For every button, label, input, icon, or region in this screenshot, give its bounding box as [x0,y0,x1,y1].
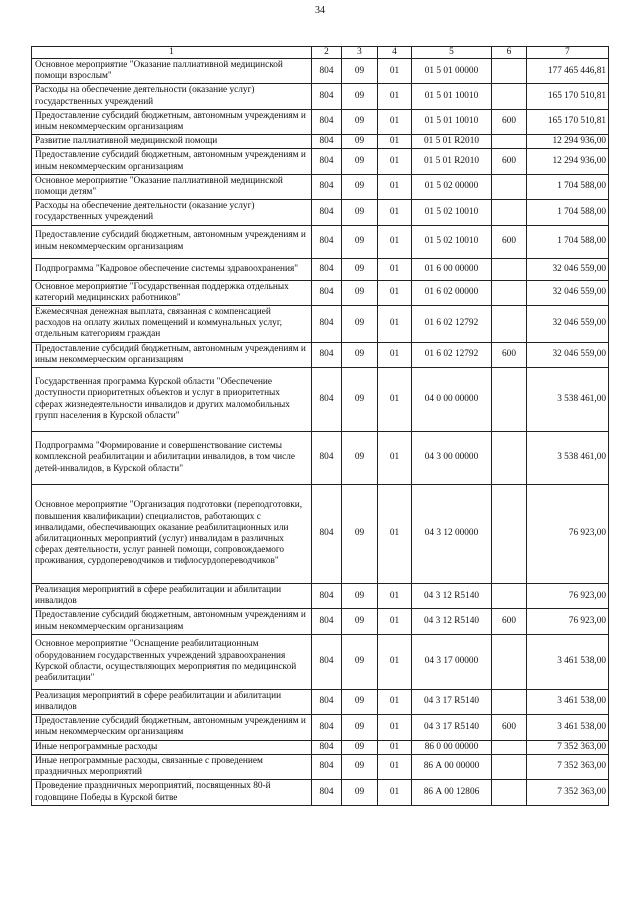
row-code-4: 01 [378,780,412,805]
row-target-code: 01 5 01 10010 [412,109,492,134]
row-name: Основное мероприятие "Организация подготовки (переподготовки, повышения квалификации) специалистов, работающих с инвалидами, обеспечивающих оказание реабилитационных или абилитационных мероприятий (услуг) инвалидам в различных сферах деятельности, услуг ранней помощи, сопровождаемого проживания, сурдопереводчиков и тифлосурдопереводчиков" [32,485,312,584]
header-col-7: 7 [527,47,609,59]
table-row [32,174,609,199]
row-amount: 165 170 510,81 [527,84,609,109]
row-name: Предоставление субсидий бюджетным, автономным учреждениям и иным некоммерческим организациям [32,715,312,740]
row-expense-type [492,634,527,689]
row-code-2: 804 [312,754,342,779]
row-amount: 1 704 588,00 [527,200,609,225]
header-col-1: 1 [32,47,312,59]
row-code-2: 804 [312,59,342,84]
row-target-code: 01 6 00 00000 [412,258,492,280]
row-code-3: 09 [342,149,378,174]
row-code-4: 01 [378,200,412,225]
row-code-4: 01 [378,149,412,174]
row-code-3: 09 [342,740,378,754]
row-name: Расходы на обеспечение деятельности (оказание услуг) государственных учреждений [32,84,312,109]
row-code-4: 01 [378,135,412,149]
row-code-4: 01 [378,689,412,714]
row-amount: 1 704 588,00 [527,225,609,258]
row-amount: 3 461 538,00 [527,715,609,740]
row-target-code: 01 5 02 10010 [412,200,492,225]
header-col-4: 4 [378,47,412,59]
row-code-3: 09 [342,754,378,779]
row-code-4: 01 [378,584,412,609]
row-code-4: 01 [378,432,412,485]
header-col-5: 5 [412,47,492,59]
table-row [32,342,609,367]
row-code-3: 09 [342,84,378,109]
row-name: Развитие паллиативной медицинской помощи [32,135,312,149]
row-amount: 3 461 538,00 [527,634,609,689]
table-row [32,740,609,754]
table-row [32,280,609,305]
row-code-3: 09 [342,780,378,805]
row-code-3: 09 [342,609,378,634]
row-target-code: 86 0 00 00000 [412,740,492,754]
row-code-2: 804 [312,225,342,258]
row-name: Ежемесячная денежная выплата, связанная с компенсацией расходов на оплату жилых помещений и коммунальных услуг, отдельным категориям граждан [32,306,312,343]
row-code-3: 09 [342,280,378,305]
header-col-6: 6 [492,47,527,59]
row-name: Основное мероприятие "Оказание паллиативной медицинской помощи взрослым" [32,59,312,84]
row-code-2: 804 [312,432,342,485]
row-expense-type [492,368,527,432]
row-target-code: 86 А 00 00000 [412,754,492,779]
row-target-code: 01 5 02 00000 [412,174,492,199]
row-code-2: 804 [312,280,342,305]
table-row [32,432,609,485]
row-code-4: 01 [378,609,412,634]
row-amount: 7 352 363,00 [527,754,609,779]
table-row [32,780,609,805]
row-target-code: 86 А 00 12806 [412,780,492,805]
row-amount: 7 352 363,00 [527,780,609,805]
row-amount: 1 704 588,00 [527,174,609,199]
row-amount: 76 923,00 [527,609,609,634]
row-target-code: 04 3 17 R5140 [412,715,492,740]
row-amount: 12 294 936,00 [527,135,609,149]
row-expense-type [492,174,527,199]
row-code-4: 01 [378,84,412,109]
row-code-3: 09 [342,200,378,225]
row-target-code: 04 3 12 R5140 [412,584,492,609]
row-expense-type: 600 [492,149,527,174]
table-row [32,584,609,609]
table-row [32,634,609,689]
row-target-code: 04 3 00 00000 [412,432,492,485]
row-target-code: 01 5 01 R2010 [412,149,492,174]
row-expense-type [492,432,527,485]
table-row [32,609,609,634]
row-name: Основное мероприятие "Государственная поддержка отдельных категорий медицинских работников" [32,280,312,305]
table-row [32,368,609,432]
row-expense-type: 600 [492,342,527,367]
row-expense-type [492,59,527,84]
table-row [32,715,609,740]
row-amount: 165 170 510,81 [527,109,609,134]
row-expense-type: 600 [492,609,527,634]
table-row [32,84,609,109]
row-expense-type: 600 [492,225,527,258]
page-number: 34 [315,5,325,16]
row-target-code: 04 3 12 R5140 [412,609,492,634]
row-amount: 76 923,00 [527,485,609,584]
row-code-2: 804 [312,200,342,225]
table-row [32,225,609,258]
row-name: Иные непрограммные расходы [32,740,312,754]
row-target-code: 01 5 02 10010 [412,225,492,258]
row-code-3: 09 [342,109,378,134]
row-amount: 76 923,00 [527,584,609,609]
row-expense-type [492,584,527,609]
row-amount: 3 461 538,00 [527,689,609,714]
row-name: Подпрограмма "Кадровое обеспечение системы здравоохранения" [32,258,312,280]
row-name: Предоставление субсидий бюджетным, автономным учреждениям и иным некоммерческим организациям [32,225,312,258]
row-target-code: 01 5 01 00000 [412,59,492,84]
header-col-3: 3 [342,47,378,59]
row-code-4: 01 [378,109,412,134]
row-name: Предоставление субсидий бюджетным, автономным учреждениям и иным некоммерческим организациям [32,109,312,134]
table-row [32,258,609,280]
row-expense-type [492,485,527,584]
row-code-4: 01 [378,368,412,432]
row-amount: 7 352 363,00 [527,740,609,754]
row-code-2: 804 [312,740,342,754]
table-row [32,200,609,225]
row-name: Государственная программа Курской области "Обеспечение доступности приоритетных объектов и услуг в приоритетных сферах жизнедеятельности инвалидов и других маломобильных групп населения в Курской области" [32,368,312,432]
row-target-code: 01 6 02 12792 [412,342,492,367]
row-expense-type [492,306,527,343]
row-code-2: 804 [312,368,342,432]
row-expense-type [492,754,527,779]
row-expense-type [492,780,527,805]
row-code-4: 01 [378,342,412,367]
row-name: Реализация мероприятий в сфере реабилитации и абилитации инвалидов [32,689,312,714]
table-row [32,135,609,149]
row-code-2: 804 [312,258,342,280]
row-name: Предоставление субсидий бюджетным, автономным учреждениям и иным некоммерческим организациям [32,609,312,634]
row-code-4: 01 [378,740,412,754]
row-expense-type: 600 [492,109,527,134]
row-amount: 3 538 461,00 [527,432,609,485]
table-row [32,149,609,174]
row-expense-type [492,200,527,225]
row-code-3: 09 [342,689,378,714]
row-target-code: 01 5 01 R2010 [412,135,492,149]
table-row [32,754,609,779]
row-code-4: 01 [378,280,412,305]
row-code-4: 01 [378,485,412,584]
row-expense-type [492,135,527,149]
row-code-3: 09 [342,715,378,740]
row-code-3: 09 [342,432,378,485]
row-target-code: 01 5 01 10010 [412,84,492,109]
row-name: Реализация мероприятий в сфере реабилитации и абилитации инвалидов [32,584,312,609]
row-code-2: 804 [312,584,342,609]
row-code-4: 01 [378,306,412,343]
row-target-code: 01 6 02 00000 [412,280,492,305]
row-expense-type [492,740,527,754]
row-target-code: 01 6 02 12792 [412,306,492,343]
row-code-3: 09 [342,225,378,258]
row-name: Предоставление субсидий бюджетным, автономным учреждениям и иным некоммерческим организациям [32,149,312,174]
row-code-3: 09 [342,485,378,584]
row-code-2: 804 [312,174,342,199]
row-expense-type [492,84,527,109]
row-expense-type [492,689,527,714]
row-name: Проведение праздничных мероприятий, посвященных 80-й годовщине Победы в Курской битве [32,780,312,805]
row-name: Подпрограмма "Формирование и совершенствование системы комплексной реабилитации и абилитации инвалидов, в том числе детей-инвалидов, в Курской области" [32,432,312,485]
row-code-4: 01 [378,715,412,740]
row-name: Предоставление субсидий бюджетным, автономным учреждениям и иным некоммерческим организациям [32,342,312,367]
table-row [32,485,609,584]
row-code-3: 09 [342,306,378,343]
row-target-code: 04 3 17 00000 [412,634,492,689]
row-code-4: 01 [378,754,412,779]
row-code-2: 804 [312,342,342,367]
row-amount: 32 046 559,00 [527,306,609,343]
row-code-2: 804 [312,689,342,714]
row-code-3: 09 [342,174,378,199]
table-row [32,306,609,343]
row-code-2: 804 [312,634,342,689]
row-amount: 12 294 936,00 [527,149,609,174]
table-row [32,109,609,134]
header-col-2: 2 [312,47,342,59]
row-amount: 177 465 446,81 [527,59,609,84]
row-amount: 32 046 559,00 [527,258,609,280]
row-code-2: 804 [312,780,342,805]
row-expense-type [492,280,527,305]
row-target-code: 04 3 12 00000 [412,485,492,584]
table-row [32,689,609,714]
budget-table [31,46,609,806]
row-code-2: 804 [312,306,342,343]
row-code-2: 804 [312,609,342,634]
table-header-row [32,47,609,59]
row-code-3: 09 [342,258,378,280]
row-code-2: 804 [312,149,342,174]
row-code-4: 01 [378,225,412,258]
row-target-code: 04 3 17 R5140 [412,689,492,714]
row-code-3: 09 [342,135,378,149]
row-name: Основное мероприятие "Оснащение реабилитационным оборудованием государственных учреждений здравоохранения Курской области, осуществляющих мероприятия по медицинской реабилитации" [32,634,312,689]
row-code-4: 01 [378,174,412,199]
row-amount: 32 046 559,00 [527,280,609,305]
row-target-code: 04 0 00 00000 [412,368,492,432]
row-code-2: 804 [312,109,342,134]
row-code-3: 09 [342,342,378,367]
row-code-2: 804 [312,485,342,584]
table-row [32,59,609,84]
row-code-2: 804 [312,135,342,149]
row-code-4: 01 [378,634,412,689]
row-code-2: 804 [312,715,342,740]
row-code-3: 09 [342,634,378,689]
row-code-3: 09 [342,59,378,84]
row-name: Расходы на обеспечение деятельности (оказание услуг) государственных учреждений [32,200,312,225]
row-name: Иные непрограммные расходы, связанные с проведением праздничных мероприятий [32,754,312,779]
row-code-4: 01 [378,258,412,280]
row-expense-type [492,258,527,280]
row-amount: 3 538 461,00 [527,368,609,432]
row-code-3: 09 [342,368,378,432]
row-code-3: 09 [342,584,378,609]
row-expense-type: 600 [492,715,527,740]
row-name: Основное мероприятие "Оказание паллиативной медицинской помощи детям" [32,174,312,199]
row-code-2: 804 [312,84,342,109]
row-amount: 32 046 559,00 [527,342,609,367]
row-code-4: 01 [378,59,412,84]
